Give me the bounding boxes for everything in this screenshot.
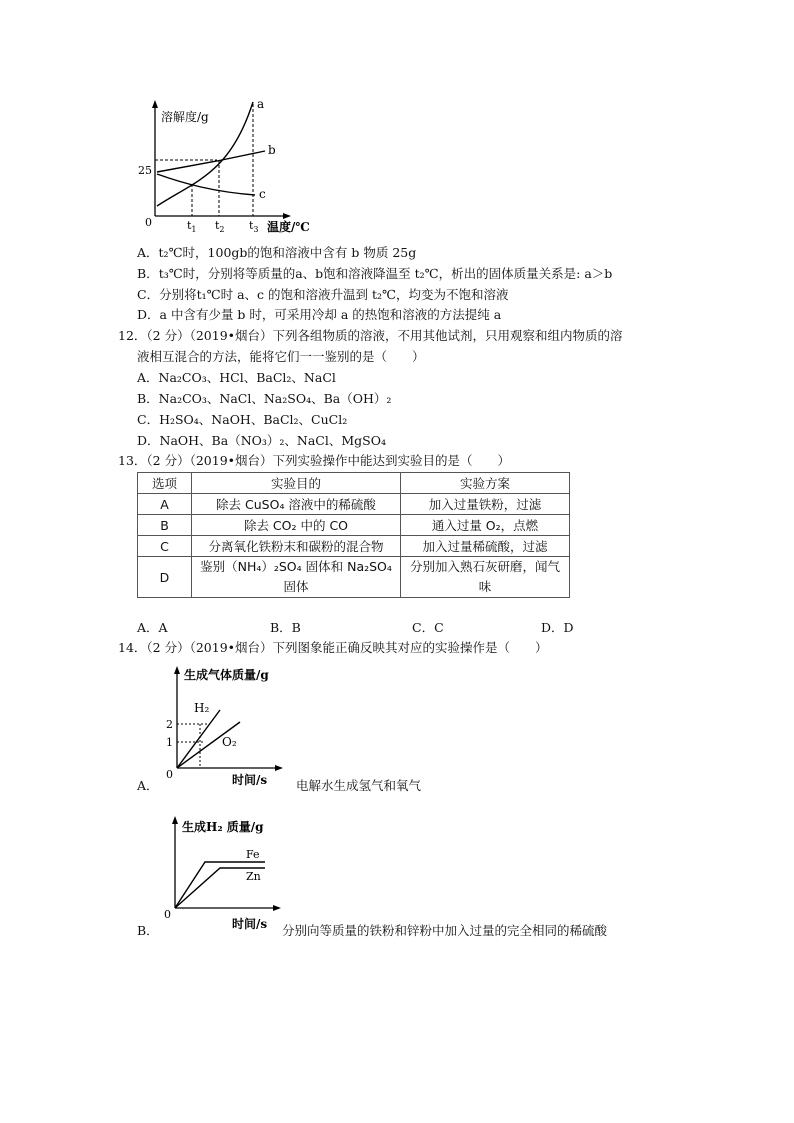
q13-answer-b: B．B (270, 620, 301, 635)
graph-ytick: 25 (138, 164, 152, 177)
q12-option-b: B．Na₂CO₃、NaCl、Na₂SO₄、Ba（OH）₂ (137, 391, 392, 406)
graph-a-xlabel: 时间/s (232, 773, 268, 787)
q13-answer-a: A．A (137, 620, 168, 635)
q14-option-a-text: 电解水生成氢气和氧气 (296, 778, 422, 793)
graph-a-tick1: 1 (166, 736, 173, 749)
q13-table (137, 472, 570, 598)
tick-t1: $t_1$ (187, 219, 197, 234)
q11-option-d: D．a 中含有少量 b 时，可采用冷却 a 的热饱和溶液的方法提纯 a (137, 307, 502, 322)
graph-a-origin: 0 (166, 768, 173, 781)
graph-origin: 0 (145, 216, 152, 229)
q13-stem: 13．（2 分）（2019•烟台）下列实验操作中能达到实验目的是（ ） (118, 453, 511, 468)
q12-option-a: A．Na₂CO₃、HCl、BaCl₂、NaCl (137, 370, 336, 385)
q14-option-a-letter: A． (137, 778, 159, 793)
graph-b-fe: Fe (246, 848, 260, 861)
q11-option-b: B．t₃℃时，分别将等质量的a、b饱和溶液降温至 t₂℃，析出的固体质量关系是: a＞b (137, 266, 613, 281)
q12-stem-line1: 12．（2 分）（2019•烟台）下列各组物质的溶液，不用其他试剂，只用观察和组内物质的溶 (118, 328, 623, 343)
graph-b-origin: 0 (164, 908, 171, 921)
table-row: D 鉴别（NH₄）₂SO₄ 固体和 Na₂SO₄ 固体 分别加入熟石灰研磨，闻气味 (138, 557, 570, 598)
q13-answer-d: D．D (541, 620, 574, 635)
graph-ylabel: 溶解度/g (161, 110, 209, 124)
q11-option-c: C．分别将t₁℃时 a、c 的饱和溶液升温到 t₂℃，均变为不饱和溶液 (137, 287, 509, 302)
q12-option-c: C．H₂SO₄、NaOH、BaCl₂、CuCl₂ (137, 412, 348, 427)
table-row: C 分离氧化铁粉末和碳粉的混合物 加入过量稀硫酸，过滤 (138, 536, 570, 557)
q14-stem: 14．（2 分）（2019•烟台）下列图象能正确反映其对应的实验操作是（ ） (118, 640, 548, 655)
graph-a-o2: O₂ (222, 735, 237, 749)
solubility-graph (135, 96, 310, 236)
curve-c (157, 174, 255, 195)
q12-stem-line2: 液相互混合的方法，能将它们一一鉴别的是（ ） (137, 349, 425, 364)
x-axis-arrow (283, 213, 291, 219)
graph-b-xlabel: 时间/s (232, 917, 268, 931)
header-plan: 实验方案 (401, 473, 570, 494)
table-row: B 除去 CO₂ 中的 CO 通入过量 O₂，点燃 (138, 515, 570, 536)
curve-a-label: a (257, 97, 265, 111)
curve-b-label: b (268, 143, 276, 157)
curve-b (157, 151, 265, 172)
metal-acid-graph (160, 814, 290, 938)
graph-a-h2: H₂ (194, 701, 210, 715)
graph-b-zn: Zn (246, 870, 261, 883)
q13-answer-c: C．C (412, 620, 444, 635)
tick-t3: $t_3$ (249, 219, 259, 234)
y-axis-arrow (152, 100, 158, 108)
header-option: 选项 (138, 473, 192, 494)
curve-c-label: c (259, 187, 266, 201)
q11-option-a: A．t₂℃时，100gb的饱和溶液中含有 b 物质 25g (137, 245, 417, 260)
header-purpose: 实验目的 (192, 473, 401, 494)
graph-a-ylabel: 生成气体质量/g (184, 668, 269, 682)
electrolysis-graph (162, 664, 292, 792)
graph-b-ylabel: 生成H₂ 质量/g (182, 820, 264, 834)
q14-option-b-text: 分别向等质量的铁粉和锌粉中加入过量的完全相同的稀硫酸 (282, 923, 608, 938)
tick-t2: $t_2$ (215, 219, 225, 234)
table-row: A 除去 CuSO₄ 溶液中的稀硫酸 加入过量铁粉，过滤 (138, 494, 570, 515)
graph-a-tick2: 2 (166, 718, 173, 731)
table-header-row (138, 473, 570, 494)
q12-option-d: D．NaOH、Ba（NO₃）₂、NaCl、MgSO₄ (137, 433, 386, 448)
graph-xlabel: 温度/℃ (267, 220, 310, 234)
h2-line (177, 710, 220, 768)
q14-option-b-letter: B． (137, 923, 159, 938)
